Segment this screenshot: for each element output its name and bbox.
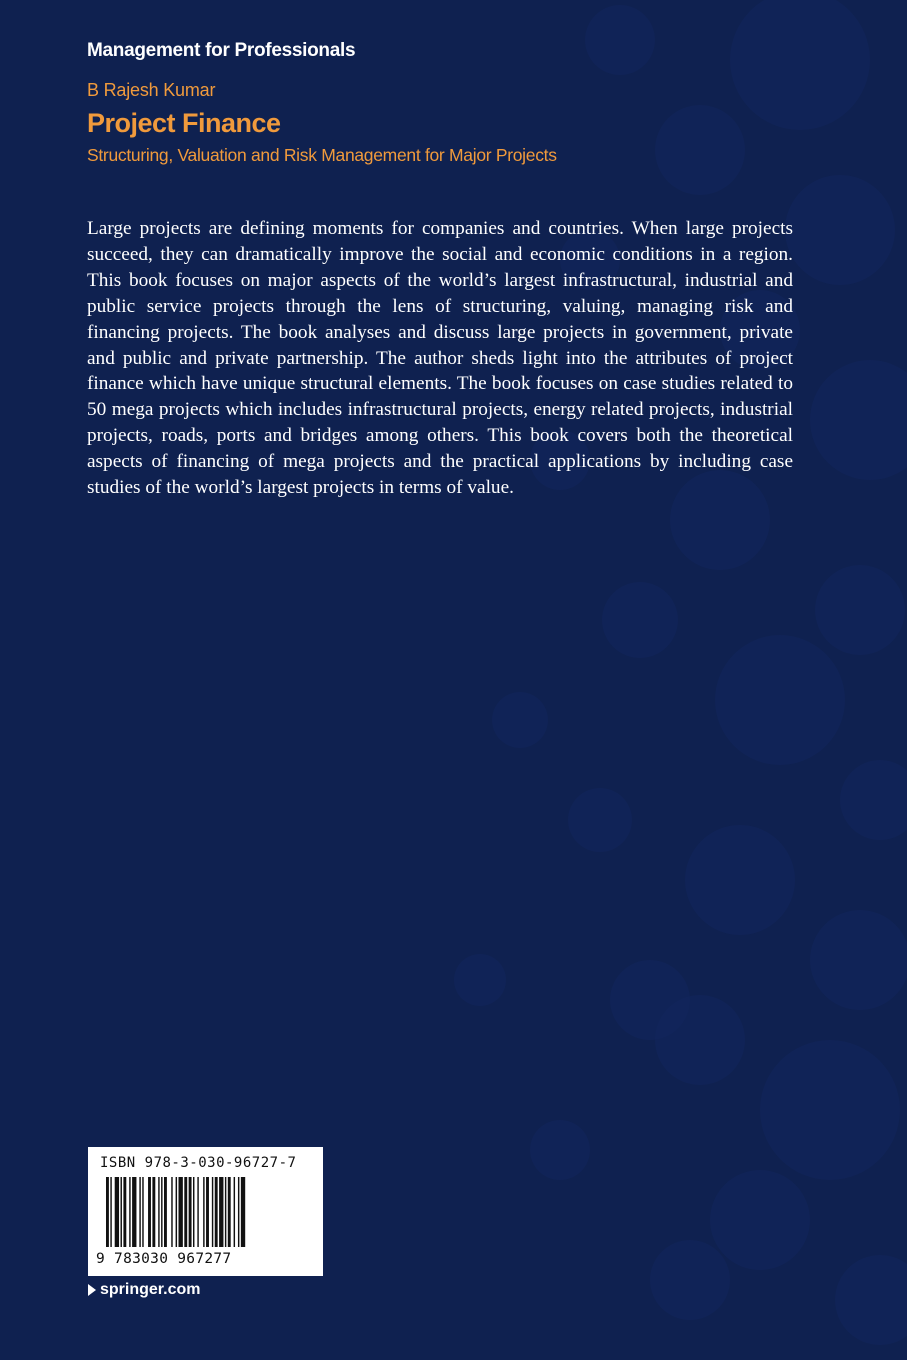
barcode-bar — [203, 1177, 204, 1247]
background-circle — [610, 960, 690, 1040]
background-circle — [530, 1120, 590, 1180]
publisher-website: springer.com — [100, 1281, 201, 1298]
barcode-bar — [161, 1177, 162, 1247]
barcode-bar — [215, 1177, 218, 1247]
barcode-bar — [212, 1177, 213, 1247]
barcode-bar — [189, 1177, 192, 1247]
barcode-bar — [129, 1177, 130, 1247]
barcode-bar — [139, 1177, 140, 1247]
barcode-bar — [206, 1177, 209, 1247]
background-circle — [810, 910, 907, 1010]
barcode-bar — [148, 1177, 151, 1247]
barcode-bar — [241, 1177, 245, 1247]
background-circle — [785, 175, 895, 285]
background-circle — [568, 788, 632, 852]
background-circle — [650, 1240, 730, 1320]
barcode-bar — [234, 1177, 235, 1247]
isbn-label: ISBN 978-3-030-96727-7 — [100, 1155, 297, 1171]
background-circle — [730, 0, 870, 130]
barcode-bar — [121, 1177, 122, 1247]
barcode-bar — [176, 1177, 177, 1247]
book-subtitle: Structuring, Valuation and Risk Management for Major Projects — [87, 145, 557, 165]
book-description: Large projects are defining moments for companies and countries. When large projects succeed, they can dramatically improve the social and economic conditions in a region. This book focuses on major aspects of the world’s largest infrastructural, industrial and public service projects through the lens of structuring, valuing, managing risk and financing projects. The book analyses and discuss large projects in government, private and public and private partnership. The author sheds light into the attributes of project finance which have unique structural elements. The book focuses on case studies related to 50 mega projects which includes infrastructural projects, energy related projects, industrial projects, roads, ports and bridges among others. This book covers both the theoretical aspects of financing of mega projects and the practical applications by including case studies of the world’s largest projects in terms of value. — [87, 218, 793, 499]
background-circle — [760, 1040, 900, 1180]
background-circle — [454, 954, 506, 1006]
barcode-bar — [225, 1177, 226, 1247]
barcode-digits: 9 783030 967277 — [96, 1251, 232, 1267]
barcode-bar — [238, 1177, 239, 1247]
barcode-bar — [123, 1177, 126, 1247]
background-circle — [685, 825, 795, 935]
barcode-bar — [158, 1177, 159, 1247]
barcode-bar — [152, 1177, 155, 1247]
barcode-bar — [171, 1177, 172, 1247]
background-circle — [815, 565, 905, 655]
barcode-bar — [164, 1177, 167, 1247]
barcode-bar — [184, 1177, 187, 1247]
barcode-bar — [228, 1177, 231, 1247]
background-circle — [810, 360, 907, 480]
series-name: Management for Professionals — [87, 40, 356, 61]
barcode-bar — [179, 1177, 183, 1247]
background-circle — [492, 692, 548, 748]
barcode-bar — [142, 1177, 143, 1247]
barcode-bar — [110, 1177, 111, 1247]
background-circle — [840, 760, 907, 840]
book-title: Project Finance — [87, 108, 281, 138]
background-circle — [585, 5, 655, 75]
background-circle — [602, 582, 678, 658]
publisher-link[interactable] — [88, 1281, 200, 1299]
play-triangle-icon — [88, 1284, 96, 1296]
isbn-barcode — [88, 1147, 323, 1276]
barcode-bars — [96, 1177, 316, 1251]
background-circle — [835, 1255, 907, 1345]
barcode-bar — [106, 1177, 109, 1247]
barcode-bar — [115, 1177, 119, 1247]
background-circle — [710, 1170, 810, 1270]
barcode-bar — [197, 1177, 198, 1247]
barcode-bar — [132, 1177, 136, 1247]
barcode-bar — [219, 1177, 223, 1247]
barcode-bar — [193, 1177, 194, 1247]
background-circle — [715, 635, 845, 765]
background-circle — [655, 105, 745, 195]
author-name: B Rajesh Kumar — [87, 80, 216, 100]
